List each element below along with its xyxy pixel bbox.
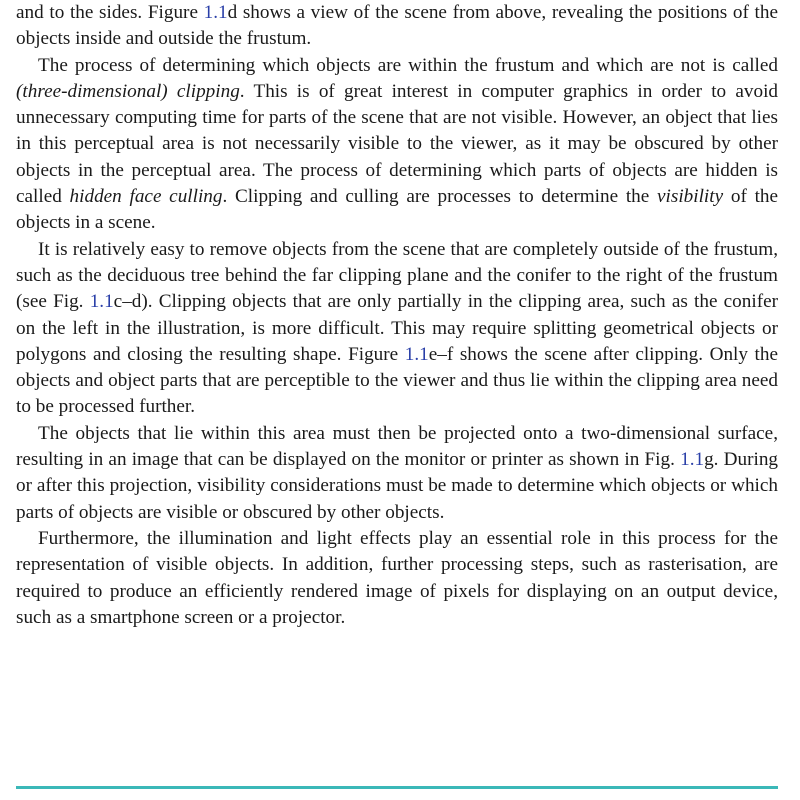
footer-rule [16,786,778,789]
paragraph-text: . This is of great interest in computer graphics in order to avoid unnecessary computing time for parts of the scene that are not visible. However, an object that lies in this perceptual area is not necessarily visible to the viewer, as it may be obscured by other objects in the perceptual area. The process of determining which parts of objects are hidden is called [16,80,778,208]
figure-reference-link[interactable]: 1.1 [89,291,114,313]
paragraph-text: d shows a view of the scene from above, revealing the positions of the objects inside and outside the frustum. [16,2,778,50]
figure-reference-link[interactable]: 1.1 [404,343,429,365]
paragraph-text: g. During or after this projection, visibility considerations must be made to determine which objects or which parts of objects are visible or obscured by other objects. [16,449,779,523]
document-body [16,0,778,631]
emphasis-term: (three-dimensional) clipping [16,80,240,102]
paragraph-text: It is relatively easy to remove objects from the scene that are completely outside of the frustum, such as the deciduous tree behind the far clipping plane and the conifer to the right of the frustum (see Fig. [16,238,778,313]
paragraph-text: Furthermore, the illumination and light effects play an essential role in this process for the representation of visible objects. In addition, further processing steps, such as rasterisation, are required to produce an efficiently rendered image of pixels for displaying on an output device, such as a smartphone screen or a projector. [16,527,778,628]
paragraph [16,421,778,526]
figure-reference-link[interactable]: 1.1 [203,2,228,23]
figure-reference-link[interactable]: 1.1 [680,449,705,471]
paragraph-text: and to the sides. Figure [16,2,204,23]
paragraph-text: e–f shows the scene after clipping. Only the objects and object parts that are perceptible to the viewer and thus lie within the clipping area need to be processed further. [16,343,778,418]
paragraph-text: The process of determining which objects are within the frustum and which are not is called [38,54,778,76]
paragraph-text: The objects that lie within this area must then be projected onto a two-dimensional surface, resulting in an image that can be displayed on the monitor or printer as shown in Fig. [16,422,778,471]
paragraph-text: . Clipping and culling are processes to determine the [222,186,658,208]
emphasis-term: visibility [657,186,724,208]
paragraph-text: c–d). Clipping objects that are only partially in the clipping area, such as the conifer on the left in the illustration, is more difficult. This may require splitting geometrical objects or polygons and closing the resulting shape. Figure [16,291,778,365]
paragraph [16,0,778,53]
paragraph [16,237,778,421]
paragraph-text: of the objects in a scene. [16,186,779,234]
paragraph [16,526,778,631]
emphasis-term: hidden face culling [69,186,223,208]
paragraph [16,53,778,237]
